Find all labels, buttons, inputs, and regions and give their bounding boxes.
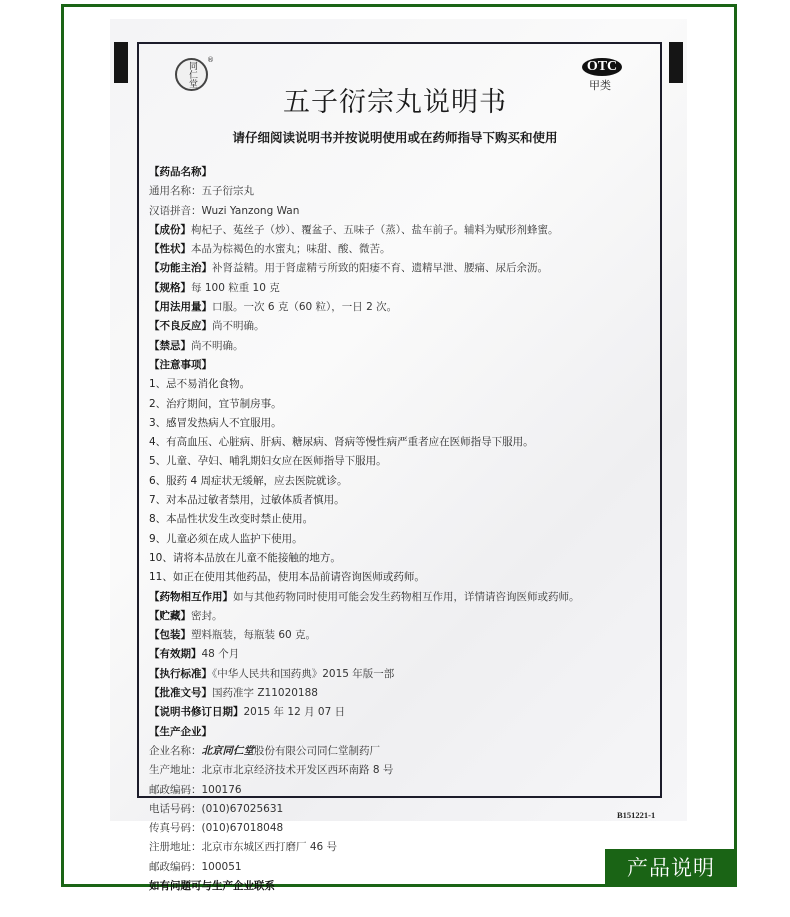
- section-dosage: [149, 298, 654, 317]
- value: 北京市北京经济技术开发区西环南路 8 号: [201, 764, 394, 777]
- otc-badge: OTC: [582, 58, 622, 76]
- value: 如与其他药物同时使用可能会发生药物相互作用，详情请咨询医师或药师。: [233, 590, 580, 603]
- value: 枸杞子、菟丝子（炒）、覆盆子、五味子（蒸）、盐车前子。辅料为赋形剂蜂蜜。: [191, 223, 559, 236]
- registered-mark: ®: [207, 56, 214, 64]
- section-adverse-reactions: [149, 317, 654, 336]
- value: Wuzi Yanzong Wan: [201, 204, 300, 217]
- section-precautions-heading: [149, 356, 654, 375]
- manufacturer-reg-postcode-row: [149, 858, 654, 877]
- section-packaging: [149, 626, 654, 645]
- precaution-item: 2、治疗期间，宜节制房事。: [149, 397, 282, 410]
- manufacturer-fax-row: [149, 819, 654, 838]
- precaution-item: 3、感冒发热病人不宜服用。: [149, 416, 282, 429]
- value: 口服。一次 6 克（60 粒），一日 2 次。: [212, 301, 398, 314]
- value: (010)67025631: [201, 802, 284, 815]
- heading: 【包装】: [149, 629, 191, 642]
- value: 塑料瓶装，每瓶装 60 克。: [191, 629, 317, 642]
- heading: 【药品名称】: [149, 166, 212, 178]
- heading: 【成份】: [149, 223, 191, 236]
- manufacturer-phone-row: [149, 800, 654, 819]
- section-shelf-life: [149, 645, 654, 664]
- heading: 【有效期】: [149, 648, 202, 661]
- document-title: 五子衍宗丸说明书: [283, 87, 507, 118]
- manufacturer-address-row: [149, 761, 654, 780]
- label: 企业名称：: [149, 744, 202, 757]
- heading: 【规格】: [149, 281, 191, 294]
- value: 国药准字 Z11020188: [212, 687, 318, 700]
- section-manufacturer-heading: [149, 723, 654, 742]
- value: 密封。: [191, 609, 223, 622]
- precaution-item: 1、忌不易消化食物。: [149, 378, 251, 391]
- generic-name-row: [149, 182, 654, 201]
- leaflet-content: [149, 163, 654, 896]
- heading: 【不良反应】: [149, 320, 212, 333]
- document-subtitle: 请仔细阅读说明书并按说明使用或在药师指导下购买和使用: [232, 130, 558, 145]
- value: 补肾益精。用于肾虚精亏所致的阳痿不育、遗精早泄、腰痛、尿后余沥。: [212, 262, 548, 275]
- pinyin-row: [149, 202, 654, 221]
- manufacturer-postcode-row: [149, 781, 654, 800]
- heading: 【执行标准】: [149, 667, 212, 680]
- value: 北京市东城区西打磨厂 46 号: [201, 841, 338, 854]
- manufacturer-name-row: [149, 742, 654, 761]
- value: 每 100 粒重 10 克: [191, 281, 280, 294]
- value: 100051: [201, 860, 242, 873]
- contact-note: 如有问题可与生产企业联系: [149, 879, 275, 892]
- section-description: [149, 240, 654, 259]
- heading: 【药物相互作用】: [149, 590, 233, 603]
- label: 传真号码：: [149, 822, 202, 835]
- heading: 【性状】: [149, 243, 191, 256]
- section-indications: [149, 259, 654, 278]
- precaution-item: 8、本品性状发生改变时禁止使用。: [149, 513, 314, 526]
- value: 股份有限公司同仁堂制药厂: [254, 744, 380, 757]
- heading: 【注意事项】: [149, 358, 212, 371]
- product-description-tag: 产品说明: [605, 849, 737, 887]
- section-approval: [149, 684, 654, 703]
- batch-code: B151221-1: [617, 810, 656, 820]
- precaution-item: 4、有高血压、心脏病、肝病、糖尿病、肾病等慢性病严重者应在医师指导下服用。: [149, 436, 534, 449]
- value: 尚不明确。: [191, 339, 244, 352]
- value: 《中华人民共和国药典》2015 年版一部: [212, 667, 395, 680]
- heading: 【禁忌】: [149, 339, 191, 352]
- precaution-item: 7、对本品过敏者禁用，过敏体质者慎用。: [149, 494, 345, 507]
- value: 五子衍宗丸: [201, 185, 254, 198]
- section-drug-name-heading: [149, 163, 654, 182]
- label: 电话号码：: [149, 802, 202, 815]
- precaution-item: 9、儿童必须在成人监护下使用。: [149, 532, 303, 545]
- brand-name: 北京同仁堂: [201, 744, 254, 757]
- value: 100176: [201, 783, 242, 796]
- heading: 【说明书修订日期】: [149, 706, 244, 719]
- value: 48 个月: [201, 648, 240, 661]
- precaution-item: 10、请将本品放在儿童不能接触的地方。: [149, 551, 341, 564]
- manufacturer-reg-address-row: [149, 838, 654, 857]
- heading: 【用法用量】: [149, 301, 212, 314]
- value: 本品为棕褐色的水蜜丸；味甜、酸、微苦。: [191, 243, 391, 256]
- label: 汉语拼音：: [149, 204, 202, 217]
- section-storage: [149, 607, 654, 626]
- section-contraindications: [149, 337, 654, 356]
- label: 通用名称：: [149, 185, 202, 198]
- heading: 【贮藏】: [149, 609, 191, 622]
- section-specification: [149, 279, 654, 298]
- heading: 【功能主治】: [149, 262, 212, 275]
- precaution-item: 11、如正在使用其他药品，使用本品前请咨询医师或药师。: [149, 571, 425, 584]
- label: 生产地址：: [149, 764, 202, 777]
- print-registration-mark-right: [669, 42, 683, 83]
- label: 邮政编码：: [149, 860, 202, 873]
- label: 注册地址：: [149, 841, 202, 854]
- section-standard: [149, 665, 654, 684]
- heading: 【批准文号】: [149, 687, 212, 700]
- section-ingredients: [149, 221, 654, 240]
- precaution-item: 6、服药 4 周症状无缓解，应去医院就诊。: [149, 474, 348, 487]
- heading: 【生产企业】: [149, 725, 212, 738]
- value: 尚不明确。: [212, 320, 265, 333]
- value: (010)67018048: [201, 822, 284, 835]
- value: 2015 年 12 月 07 日: [243, 706, 346, 719]
- print-registration-mark-left: [114, 42, 128, 83]
- tongrentang-logo-icon: 同仁堂: [175, 58, 208, 91]
- precaution-item: 5、儿童、孕妇、哺乳期妇女应在医师指导下服用。: [149, 455, 387, 468]
- section-revision-date: [149, 703, 654, 722]
- otc-class-label: 甲类: [589, 79, 611, 92]
- section-interactions: [149, 588, 654, 607]
- label: 邮政编码：: [149, 783, 202, 796]
